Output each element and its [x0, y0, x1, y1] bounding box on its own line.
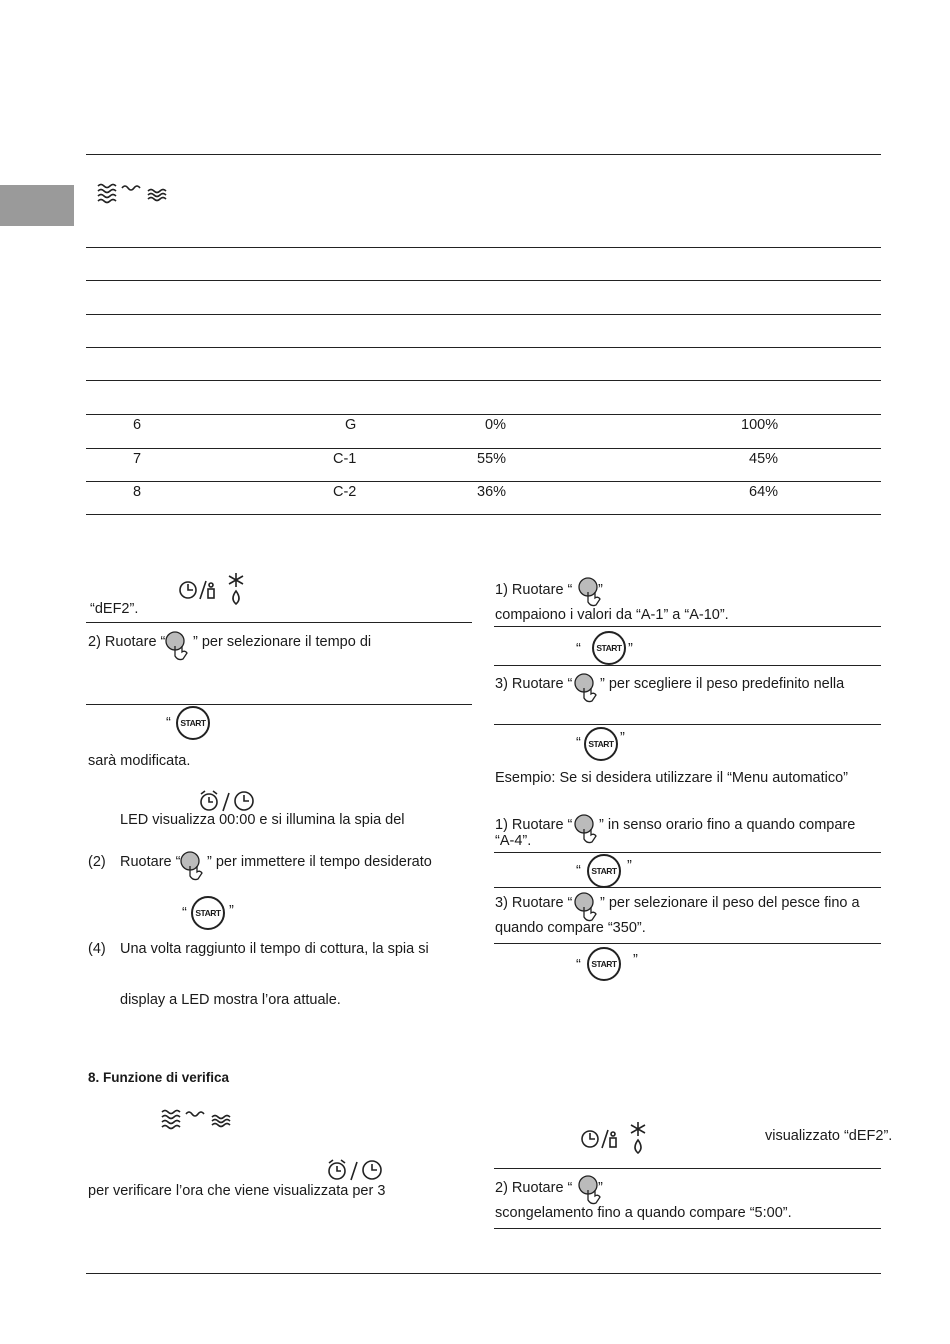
divider: [86, 314, 881, 315]
led-line: LED visualizza 00:00 e si illumina la spia del: [120, 812, 405, 828]
r1-text-b: ”: [598, 582, 603, 598]
example-text: Esempio: Se si desidera utilizzare il “Menu automatico”: [495, 770, 848, 786]
modified-text: sarà modificata.: [88, 753, 191, 769]
divider: [86, 481, 881, 482]
row-code: C-1: [333, 451, 357, 467]
quote-close: ”: [628, 641, 633, 657]
quote-close: ”: [620, 730, 625, 746]
divider: [494, 943, 881, 944]
defrost-mode-icon: [96, 182, 172, 204]
row-pct1: 36%: [477, 484, 507, 500]
e1-text-c: “A-4”.: [495, 833, 532, 849]
row-num: 7: [133, 451, 142, 467]
e1-text-b: ” in senso orario fino a quando compare: [599, 817, 856, 833]
row-pct2: 45%: [749, 451, 779, 467]
d2-text-a: 2) Ruotare “: [495, 1180, 573, 1196]
divider: [494, 887, 881, 888]
divider: [86, 380, 881, 381]
knob-icon: [572, 813, 602, 847]
step2-text-b: ” per selezionare il tempo di: [193, 634, 372, 650]
verify-line: per verificare l’ora che viene visualizzata per 3: [88, 1183, 386, 1199]
section-heading: 8. Funzione di verifica: [88, 1070, 230, 1085]
e3-text-a: 3) Ruotare “: [495, 895, 573, 911]
step2-text-a: 2) Ruotare “: [88, 634, 166, 650]
start-button-icon: START: [176, 706, 210, 740]
row-pct2: 64%: [749, 484, 779, 500]
quote-close: ”: [627, 858, 632, 874]
quote-open: “: [576, 735, 581, 751]
r3-text-a: 3) Ruotare “: [495, 676, 573, 692]
clock-weight-defrost-icon: [580, 1120, 650, 1156]
divider: [86, 247, 881, 248]
def2-text: “dEF2”.: [90, 601, 139, 617]
item2-num: (2): [88, 854, 106, 870]
divider: [86, 280, 881, 281]
alarm-clock-icon: [198, 789, 258, 813]
row-code: C-2: [333, 484, 357, 500]
quote-open: “: [166, 715, 171, 731]
def2-shown-text: visualizzato “dEF2”.: [765, 1128, 893, 1144]
divider: [494, 852, 881, 853]
item2-text-b: ” per immettere il tempo desiderato: [207, 854, 432, 870]
r1-text-a: 1) Ruotare “: [495, 582, 573, 598]
row-num: 8: [133, 484, 142, 500]
defrost-mode-icon: [160, 1108, 236, 1130]
divider: [86, 514, 881, 515]
knob-icon: [163, 630, 193, 664]
divider: [494, 724, 881, 725]
quote-open: “: [576, 641, 581, 657]
clock-weight-defrost-icon: [178, 571, 248, 607]
d2-text-c: scongelamento fino a quando compare “5:00”.: [495, 1205, 792, 1221]
alarm-clock-icon: [326, 1158, 386, 1182]
start-button-icon: START: [587, 854, 621, 888]
d2-text-b: ”: [598, 1180, 603, 1196]
start-button-icon: START: [592, 631, 626, 665]
divider: [494, 1228, 881, 1229]
knob-icon: [572, 672, 602, 706]
e1-text-a: 1) Ruotare “: [495, 817, 573, 833]
e3-text-c: quando compare “350”.: [495, 920, 646, 936]
divider: [86, 448, 881, 449]
row-pct1: 55%: [477, 451, 507, 467]
divider: [86, 414, 881, 415]
section-tab: [0, 185, 74, 226]
quote-open: “: [182, 905, 187, 921]
r3-text-b: ” per scegliere il peso predefinito nella: [600, 676, 845, 692]
item2-text-a: Ruotare “: [120, 854, 181, 870]
item4-num: (4): [88, 941, 106, 957]
quote-close: ”: [633, 952, 638, 968]
row-code: G: [345, 417, 357, 433]
divider: [494, 626, 881, 627]
row-pct2: 100%: [741, 417, 779, 433]
knob-icon: [178, 850, 208, 884]
start-button-icon: START: [584, 727, 618, 761]
quote-close: ”: [229, 903, 234, 919]
divider: [494, 1168, 881, 1169]
quote-open: “: [576, 957, 581, 973]
divider: [86, 347, 881, 348]
display-line: display a LED mostra l’ora attuale.: [120, 992, 341, 1008]
divider: [86, 154, 881, 155]
divider: [86, 704, 472, 705]
divider: [494, 665, 881, 666]
start-button-icon: START: [587, 947, 621, 981]
divider: [86, 1273, 881, 1274]
e3-text-b: ” per selezionare il peso del pesce fino a: [600, 895, 860, 911]
start-button-icon: START: [191, 896, 225, 930]
row-num: 6: [133, 417, 142, 433]
quote-open: “: [576, 863, 581, 879]
row-pct1: 0%: [485, 417, 506, 433]
r2-text: compaiono i valori da “A-1” a “A-10”.: [495, 607, 729, 623]
divider: [86, 622, 472, 623]
item4-text: Una volta raggiunto il tempo di cottura, la spia si: [120, 941, 429, 957]
